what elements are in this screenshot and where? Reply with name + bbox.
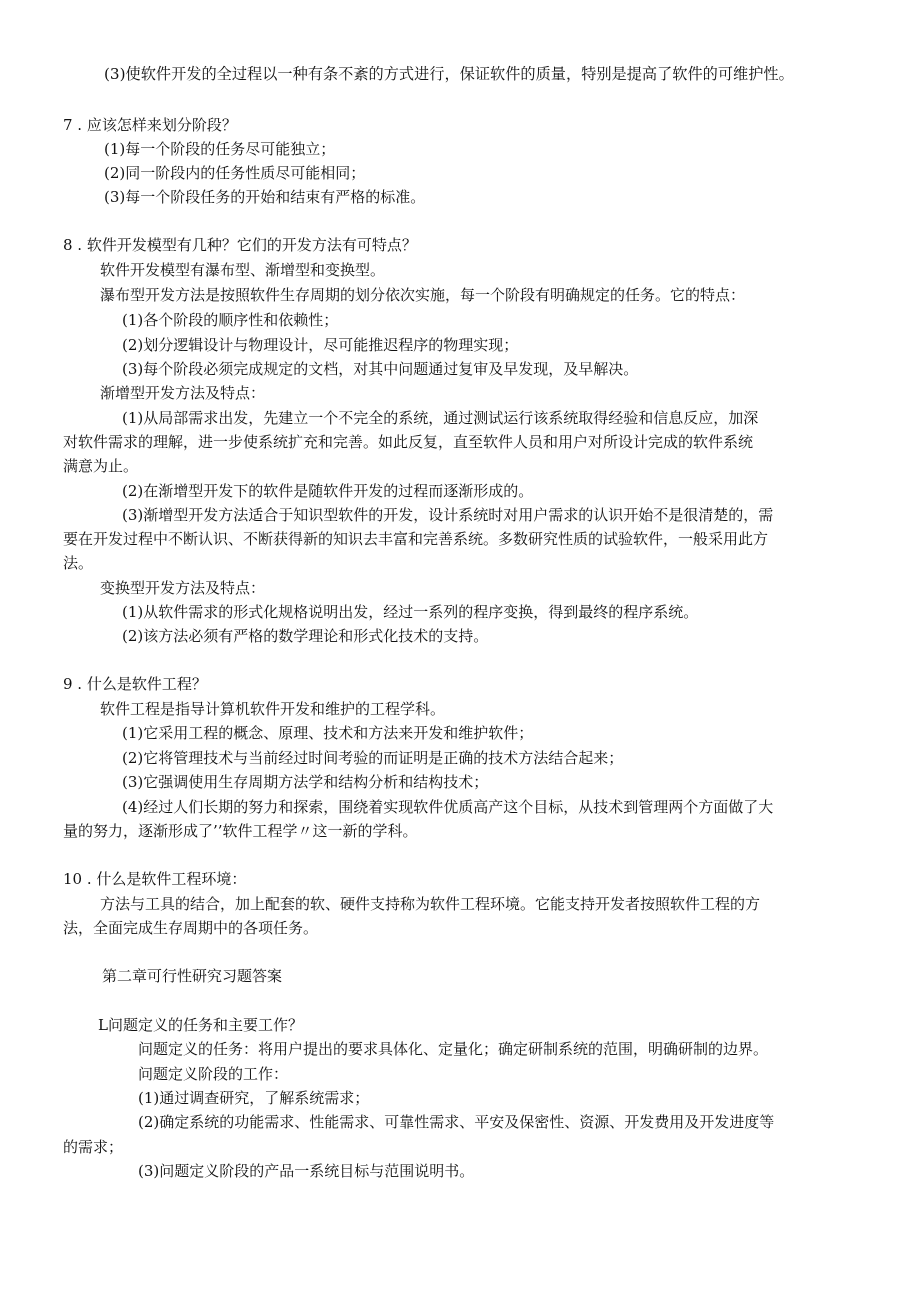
text-line: 方法与工具的结合，加上配套的软、硬件支持称为软件工程环境。它能支持开发者按照软件工程的方 bbox=[100, 895, 761, 913]
text-line: (1)从软件需求的形式化规格说明出发，经过一系列的程序变换，得到最终的程序系统。 bbox=[122, 603, 699, 621]
question-heading: 7 . 应该怎样来划分阶段？ bbox=[63, 116, 237, 134]
text-line: (2)同一阶段内的任务性质尽可能相同； bbox=[104, 164, 366, 182]
text-line: (1)它采用工程的概念、原理、技术和方法来开发和维护软件； bbox=[122, 724, 534, 742]
text-line: (3)使软件开发的全过程以一种有条不紊的方式进行，保证软件的质量，特别是提高了软件的可维护性。 bbox=[104, 65, 794, 83]
text-line: 法。 bbox=[63, 554, 94, 572]
text-line: (3)每一个阶段任务的开始和结束有严格的标准。 bbox=[104, 188, 426, 206]
text-line: (1)各个阶段的顺序性和依赖性； bbox=[122, 311, 339, 329]
question-heading: 10 . 什么是软件工程环境： bbox=[63, 870, 247, 888]
text-line: (1)从局部需求出发，先建立一个不完全的系统，通过测试运行该系统取得经验和信息反应，加深 bbox=[122, 409, 759, 427]
text-line: 量的努力，逐渐形成了’’软件工程学〃这一新的学科。 bbox=[63, 822, 418, 840]
text-line: (1)通过调查研究，了解系统需求； bbox=[138, 1089, 370, 1107]
chapter-title: 第二章可行性研究习题答案 bbox=[102, 967, 283, 985]
text-line: (3)渐增型开发方法适合于知识型软件的开发，设计系统时对用户需求的认识开始不是很清楚的，需 bbox=[122, 506, 774, 524]
text-line: 软件工程是指导计算机软件开发和维护的工程学科。 bbox=[100, 700, 446, 718]
text-line: (3)每个阶段必须完成规定的文档，对其中问题通过复审及早发现，及早解决。 bbox=[122, 360, 639, 378]
question-heading: 9 . 什么是软件工程？ bbox=[63, 675, 207, 693]
text-line: 瀑布型开发方法是按照软件生存周期的划分依次实施，每一个阶段有明确规定的任务。它的特点： bbox=[100, 286, 746, 304]
question-heading: 8 . 软件开发模型有几种？它们的开发方法有可特点？ bbox=[63, 236, 417, 254]
text-line: (2)划分逻辑设计与物理设计，尽可能推迟程序的物理实现； bbox=[122, 336, 519, 354]
text-line: (2)该方法必须有严格的数学理论和形式化技术的支持。 bbox=[122, 627, 489, 645]
text-line: (2)在渐增型开发下的软件是随软件开发的过程而逐渐形成的。 bbox=[122, 482, 534, 500]
text-line: 渐增型开发方法及特点： bbox=[100, 384, 266, 402]
text-line: 问题定义阶段的工作： bbox=[138, 1065, 289, 1083]
question-heading: L问题定义的任务和主要工作？ bbox=[98, 1016, 303, 1034]
text-line: 变换型开发方法及特点： bbox=[100, 579, 266, 597]
text-line: 问题定义的任务：将用户提出的要求具体化、定量化；确定研制系统的范围，明确研制的边界。 bbox=[138, 1040, 769, 1058]
text-line: 对软件需求的理解，进一步使系统扩充和完善。如此反复，直至软件人员和用户对所设计完成的软件系统 bbox=[63, 433, 754, 451]
text-line: (2)它将管理技术与当前经过时间考验的而证明是正确的技术方法结合起来； bbox=[122, 749, 624, 767]
text-line: (2)确定系统的功能需求、性能需求、可靠性需求、平安及保密性、资源、开发费用及开发进度等 bbox=[138, 1113, 775, 1131]
text-line: 软件开发模型有瀑布型、渐增型和变换型。 bbox=[100, 261, 386, 279]
text-line: (4)经过人们长期的努力和探索，围绕着实现软件优质高产这个目标，从技术到管理两个方面做了大 bbox=[122, 798, 774, 816]
text-line: 的需求； bbox=[63, 1138, 124, 1156]
text-line: (3)它强调使用生存周期方法学和结构分析和结构技术； bbox=[122, 773, 489, 791]
text-line: (3)问题定义阶段的产品一系统目标与范围说明书。 bbox=[138, 1162, 475, 1180]
text-line: 法，全面完成生存周期中的各项任务。 bbox=[63, 919, 319, 937]
text-line: 满意为止。 bbox=[63, 457, 139, 475]
text-line: 要在开发过程中不断认识、不断获得新的知识去丰富和完善系统。多数研究性质的试验软件，一般采用此方 bbox=[63, 530, 769, 548]
text-line: (1)每一个阶段的任务尽可能独立； bbox=[104, 140, 336, 158]
